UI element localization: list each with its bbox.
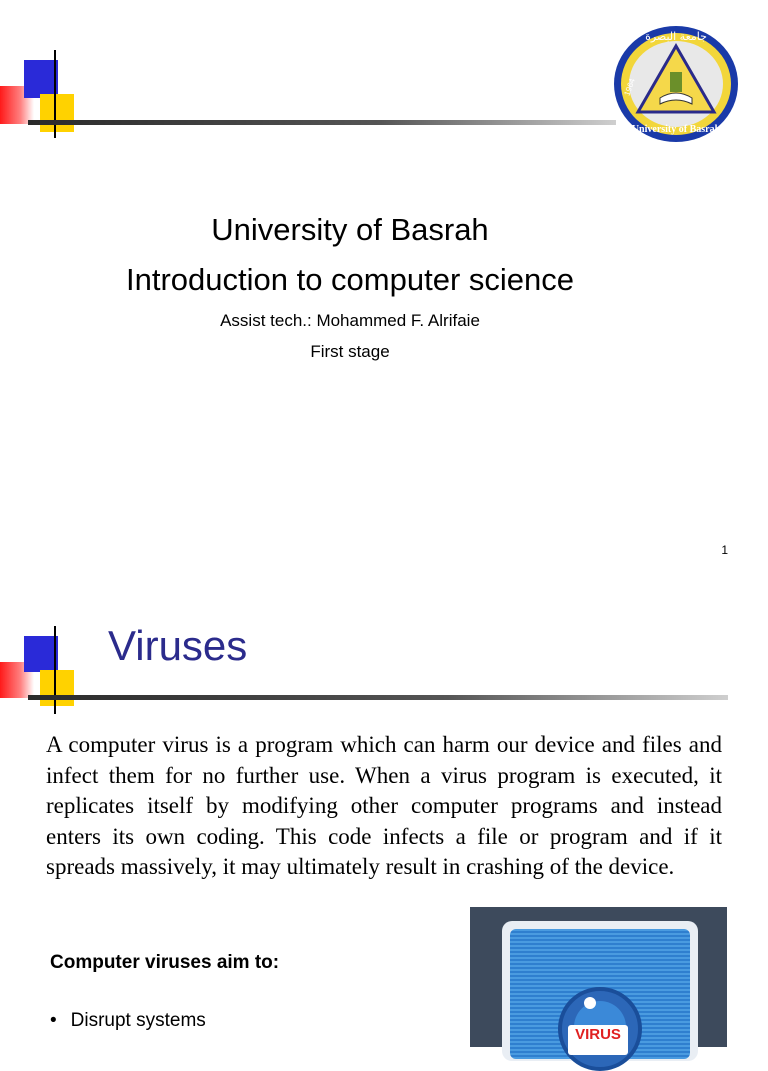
logo-arabic-text: جامعة البصرة <box>645 30 707 43</box>
instructor-name: Assist tech.: Mohammed F. Alrifaie <box>220 311 480 330</box>
aims-heading: Computer viruses aim to: <box>50 952 280 973</box>
slide-title: Viruses <box>108 622 248 669</box>
bullet-icon: • <box>50 1010 57 1031</box>
slide-separator <box>0 576 768 590</box>
virus-badge-icon <box>558 987 642 1071</box>
virus-illustration <box>470 907 727 1047</box>
logo-english-text: University of Basrah <box>631 124 721 135</box>
virus-label: VIRUS <box>568 1025 628 1055</box>
list-item <box>50 1010 206 1032</box>
page-number: 1 <box>721 543 728 557</box>
viruses-slide <box>0 590 768 1043</box>
bullet-text: Disrupt systems <box>70 1010 206 1031</box>
virus-definition: A computer virus is a program which can harm our device and files and infect them for no further use. When a virus program is executed, it replicates itself by modifying other computer programs and instead enters its own coding. This code infects a file or program and if it spreads massively, it may ultimately result in crashing of the device. <box>46 732 722 879</box>
stage-label: First stage <box>310 342 390 361</box>
university-logo <box>612 24 740 144</box>
course-title: Introduction to computer science <box>125 262 575 297</box>
university-name: University of Basrah <box>211 212 489 247</box>
logo-year: 1964 <box>622 77 637 98</box>
monitor-icon <box>502 921 698 1061</box>
